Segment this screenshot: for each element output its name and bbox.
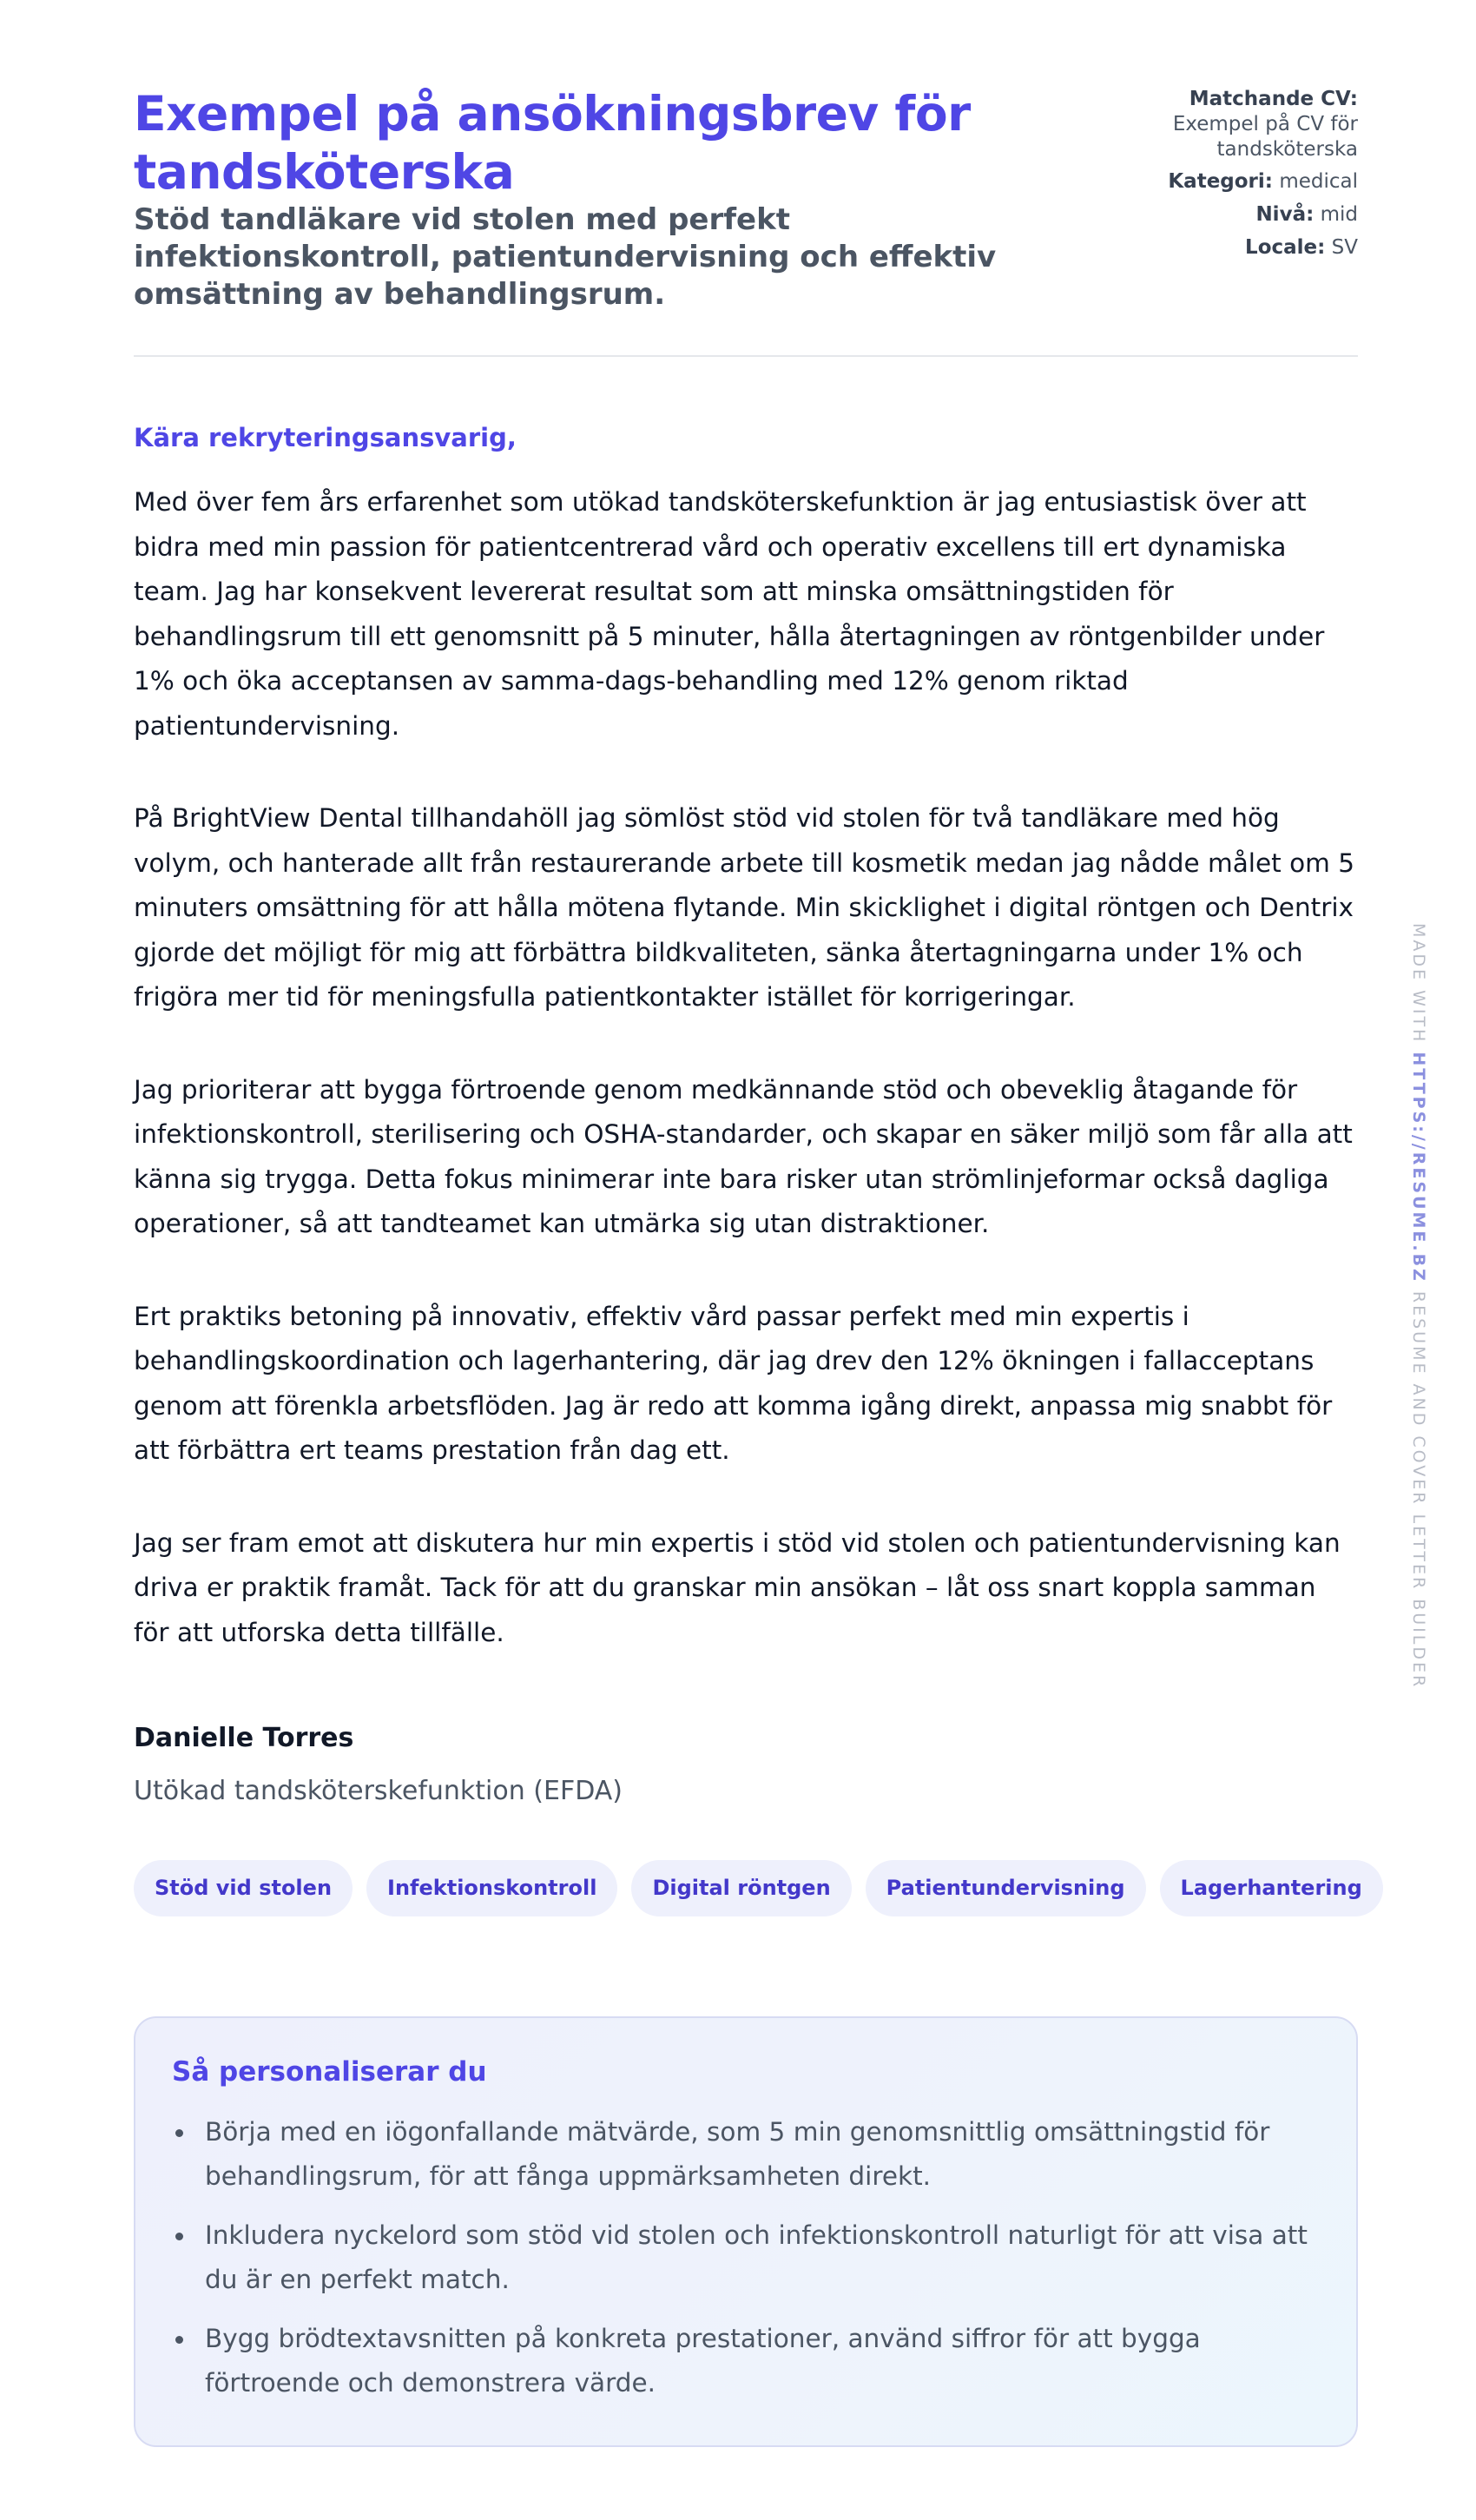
letter-paragraph: På BrightView Dental tillhandahöll jag sömlöst stöd vid stolen för två tandläkare med hög volym, och hanterade allt från restaurerande arbete till kosmetik medan jag nådde målet om 5 minuters omsättning för att hålla mötena flytande. Min skicklighet i digital röntgen och Dentrix gjorde det möjligt för mig att förbättra bildkvaliteten, sänka återtagningarna under 1% och frigöra mer tid för meningsfulla patientkontakter istället för korrigeringar. — [134, 803, 1355, 1012]
meta-cv-label: Matchande CV: — [1189, 88, 1358, 110]
signature-block — [134, 1723, 1358, 1806]
skill-tag: Lagerhantering — [1160, 1860, 1383, 1916]
meta-level-value: mid — [1320, 203, 1358, 226]
page-header — [134, 85, 1358, 357]
meta-locale-label: Locale: — [1245, 236, 1326, 259]
watermark-prefix: MADE WITH — [1409, 923, 1428, 1045]
meta-locale-value: SV — [1331, 236, 1358, 259]
page-title: Exempel på ansökningsbrev för tandsköterska — [134, 86, 971, 200]
tips-list-item: Bygg brödtextavsnitten på konkreta prestationer, använd siffror för att bygga förtroende och demonstrera värde. — [172, 2317, 1320, 2405]
meta-locale — [1132, 235, 1358, 261]
letter-paragraph: Jag prioriterar att bygga förtroende genom medkännande stöd och obeveklig åtagande för infektionskontroll, sterilisering och OSHA-standarder, och skapar en säker miljö som får alla att känna sig trygga. Detta fokus minimerar inte bara risker utan strömlinjeformar också dagliga operationer, så att tandteamet kan utmärka sig utan distraktioner. — [134, 1074, 1353, 1238]
skill-tag: Digital röntgen — [631, 1860, 851, 1916]
tips-list — [172, 2110, 1320, 2405]
signature-role: Utökad tandsköterskefunktion (EFDA) — [134, 1776, 623, 1806]
made-with-watermark — [1409, 923, 1428, 1689]
personalization-tips-box — [134, 2016, 1358, 2447]
letter-paragraph: Med över fem års erfarenhet som utökad tandsköterskefunktion är jag entusiastisk över att bidra med min passion för patientcentrerad vård och operativ excellens till ert dynamiska team. Jag har konsekvent levererat resultat som att minska omsättningstiden för behandlingsrum till ett genomsnitt på 5 minuter, hålla återtagningen av röntgenbilder under 1% och öka acceptansen av samma-dags-behandling med 12% genom riktad patientundervisning. — [134, 487, 1325, 741]
header-title-block — [134, 85, 1045, 313]
signature-name: Danielle Torres — [134, 1723, 354, 1753]
tips-list-item: Börja med en iögonfallande mätvärde, som 5 min genomsnittlig omsättningstid för behandlingsrum, för att fånga uppmärksamheten direkt. — [172, 2110, 1320, 2199]
skill-tag: Infektionskontroll — [366, 1860, 617, 1916]
meta-category-value: medical — [1279, 170, 1358, 193]
meta-cv-link[interactable]: Exempel på CV för tandsköterska — [1172, 113, 1358, 161]
meta-category-label: Kategori: — [1168, 170, 1273, 193]
meta-category — [1132, 169, 1358, 195]
skill-tag: Stöd vid stolen — [134, 1860, 353, 1916]
page-subtitle: Stöd tandläkare vid stolen med perfekt infektionskontroll, patientundervisning och effektiv omsättning av behandlingsrum. — [134, 202, 997, 312]
meta-level — [1132, 202, 1358, 228]
meta-matching-cv — [1132, 87, 1358, 162]
letter-body — [134, 480, 1358, 1655]
meta-panel — [1132, 87, 1358, 268]
tips-list-item: Inkludera nyckelord som stöd vid stolen och infektionskontroll naturligt för att visa att du är en perfekt match. — [172, 2213, 1320, 2302]
skill-tag: Patientundervisning — [866, 1860, 1146, 1916]
cover-letter-page — [134, 85, 1362, 2447]
watermark-link[interactable]: HTTPS://RESUME.BZ — [1409, 1052, 1428, 1283]
skill-tags — [134, 1860, 1362, 1916]
watermark-suffix: RESUME AND COVER LETTER BUILDER — [1409, 1290, 1428, 1690]
tips-title: Så personaliserar du — [172, 2056, 487, 2088]
letter-paragraph: Ert praktiks betoning på innovativ, effektiv vård passar perfekt med min expertis i behandlingskoordination och lagerhantering, där jag drev den 12% ökningen i fallacceptans genom att förenkla arbetsflöden. Jag är redo att komma igång direkt, anpassa mig snabbt för att förbättra ert teams prestation från dag ett. — [134, 1301, 1333, 1465]
letter-paragraph: Jag ser fram emot att diskutera hur min expertis i stöd vid stolen och patientundervisning kan driva er praktik framåt. Tack för att du granskar min ansökan – låt oss snart koppla samman för att utforska detta tillfälle. — [134, 1527, 1341, 1647]
meta-level-label: Nivå: — [1255, 203, 1315, 226]
letter-greeting: Kära rekryteringsansvarig, — [134, 423, 517, 452]
